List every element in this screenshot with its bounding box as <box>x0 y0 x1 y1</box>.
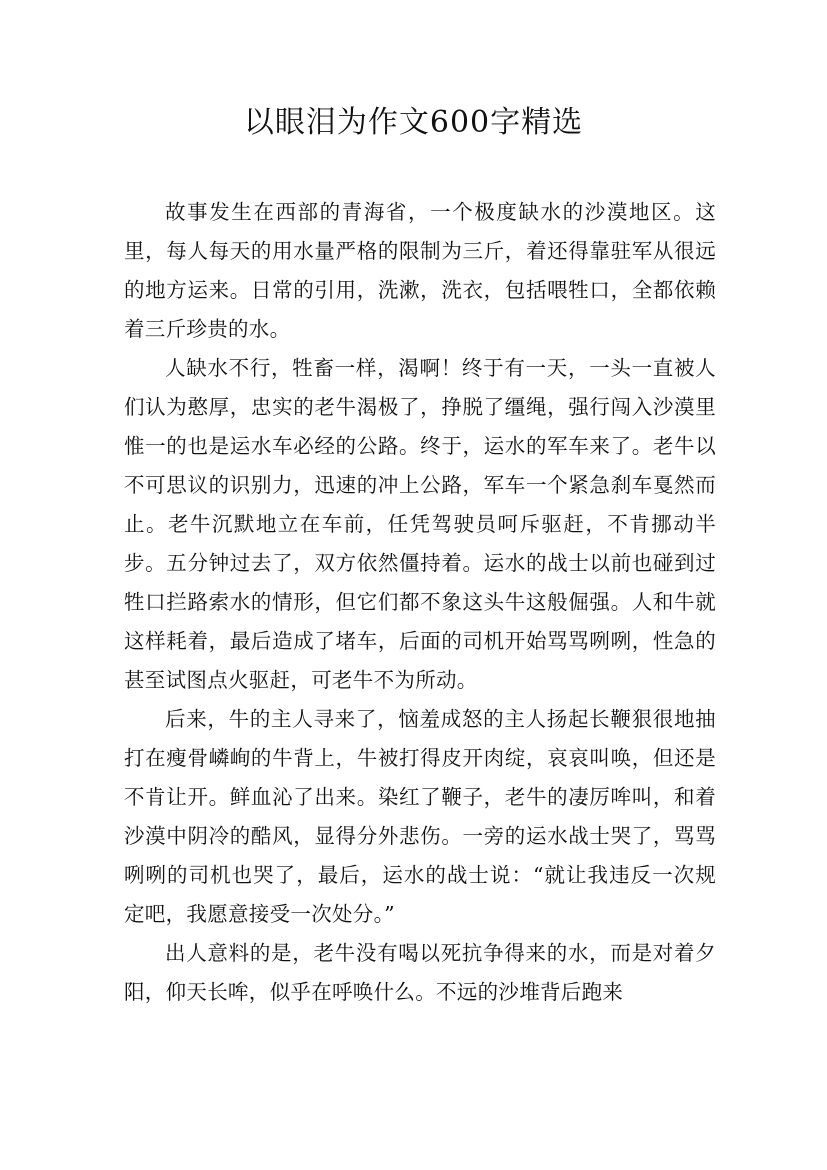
paragraph-1: 故事发生在西部的青海省，一个极度缺水的沙漠地区。这里，每人每天的用水量严格的限制为三斤，着还得靠驻军从很远的地方运来。日常的引用，洗漱，洗衣，包括喂牲口，全都依赖着三斤珍贵的水。 <box>124 200 716 341</box>
paragraph-2: 人缺水不行，牲畜一样，渴啊！终于有一天，一头一直被人们认为憨厚，忠实的老牛渴极了，挣脱了缰绳，强行闯入沙漠里惟一的也是运水车必经的公路。终于，运水的军车来了。老牛以不可思议的识别力，迅速的冲上公路，军车一个紧急刹车戛然而止。老牛沉默地立在车前，任凭驾驶员呵斥驱赶，不肯挪动半步。五分钟过去了，双方依然僵持着。运水的战士以前也碰到过牲口拦路索水的情形，但它们都不象这头牛这般倔强。人和牛就这样耗着，最后造成了堵车，后面的司机开始骂骂咧咧，性急的甚至试图点火驱赶，可老牛不为所动。 <box>124 356 716 692</box>
document-title: 以眼泪为作文600字精选 <box>243 105 584 140</box>
paragraph-4: 出人意料的是，老牛没有喝以死抗争得来的水，而是对着夕阳，仰天长哞，似乎在呼唤什么。不远的沙堆背后跑来 <box>124 941 716 1004</box>
document-body <box>124 193 716 1012</box>
paragraph-3: 后来，牛的主人寻来了，恼羞成怒的主人扬起长鞭狠很地抽打在瘦骨嶙峋的牛背上，牛被打得皮开肉绽，哀哀叫唤，但还是不肯让开。鲜血沁了出来。染红了鞭子，老牛的凄厉哞叫，和着沙漠中阴冷的酷风，显得分外悲伤。一旁的运水战士哭了，骂骂咧咧的司机也哭了，最后，运水的战士说：“就让我违反一次规定吧，我愿意接受一次处分。” <box>124 707 716 926</box>
